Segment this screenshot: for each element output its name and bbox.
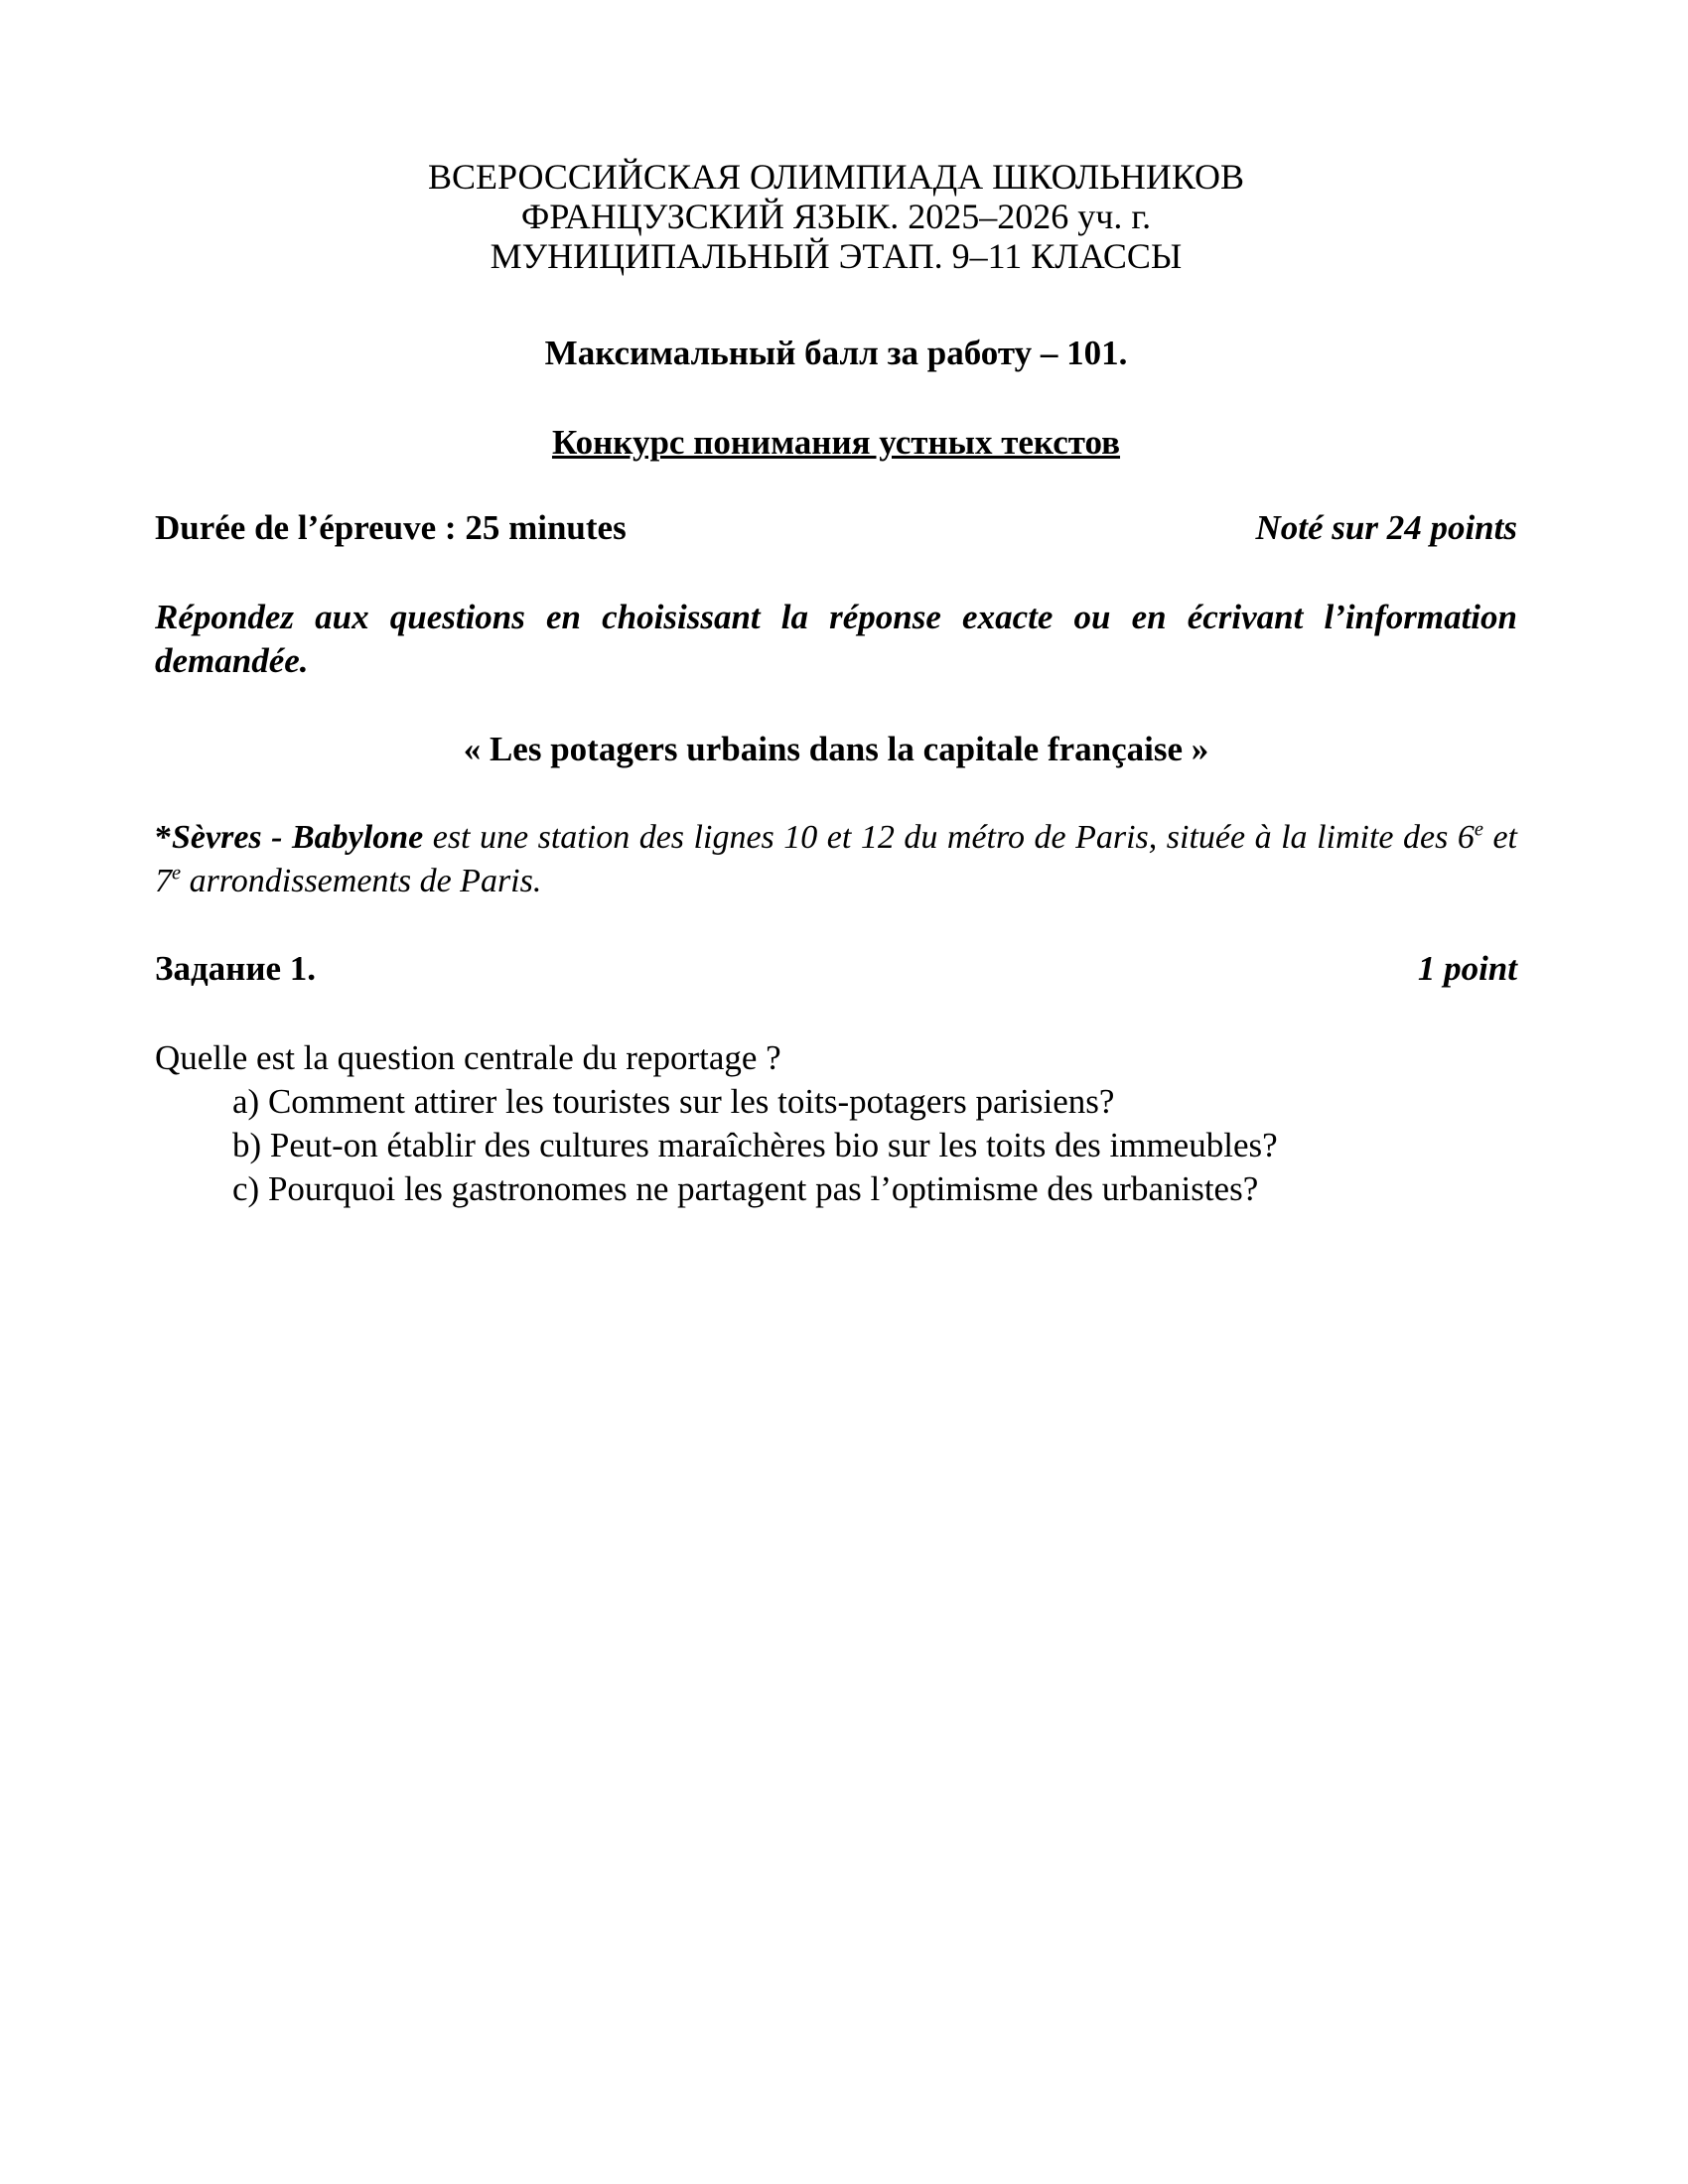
- task-1-options: [155, 1080, 1517, 1211]
- header-line-stage-grades: МУНИЦИПАЛЬНЫЙ ЭТАП. 9–11 КЛАССЫ: [490, 236, 1183, 276]
- footnote-sup-1: e: [1474, 818, 1483, 841]
- olympiad-header: [155, 157, 1517, 276]
- task-1-question-block: [155, 1036, 1517, 1211]
- footnote-sup-2: e: [172, 862, 182, 885]
- listening-text-title: « Les potagers urbains dans la capitale française »: [463, 730, 1209, 768]
- exam-instruction: Répondez aux questions en choisissant la réponse exacte ou en écrivant l’information demandée.: [155, 598, 1517, 680]
- footnote-term: Sèvres - Babylone: [172, 819, 424, 856]
- footnote-marker: *: [155, 819, 172, 856]
- task-1-points: 1 point: [1417, 949, 1517, 988]
- task-1-header: [155, 949, 1517, 989]
- exam-duration: Durée de l’épreuve : 25 minutes: [155, 508, 627, 547]
- footnote-body-2: et 7: [155, 819, 1517, 899]
- max-score: Максимальный балл за работу – 101.: [544, 334, 1128, 372]
- task-1-option-c[interactable]: c) Pourquoi les gastronomes ne partagent pas l’optimisme des urbanistes?: [232, 1169, 1259, 1208]
- task-1-option-b[interactable]: b) Peut-on établir des cultures maraîchères bio sur les toits des immeubles?: [232, 1126, 1278, 1164]
- footnote-body-3: arrondissements de Paris.: [181, 863, 542, 899]
- task-1-question: Quelle est la question centrale du reportage ?: [155, 1038, 781, 1077]
- footnote: [155, 816, 1517, 903]
- contest-title: Конкурс понимания устных текстов: [551, 423, 1121, 462]
- footnote-body-1: est une station des lignes 10 et 12 du métro de Paris, située à la limite des 6: [423, 819, 1475, 856]
- task-1-option-a[interactable]: a) Comment attirer les touristes sur les toits-potagers parisiens?: [232, 1082, 1115, 1121]
- header-line-subject-year: ФРАНЦУЗСКИЙ ЯЗЫК. 2025–2026 уч. г.: [520, 197, 1152, 236]
- header-line-olympiad: ВСЕРОССИЙСКАЯ ОЛИМПИАДА ШКОЛЬНИКОВ: [428, 157, 1244, 197]
- exam-total-points: Noté sur 24 points: [1255, 508, 1517, 547]
- task-1-label: Задание 1.: [155, 949, 317, 988]
- exam-meta-row: [155, 508, 1517, 548]
